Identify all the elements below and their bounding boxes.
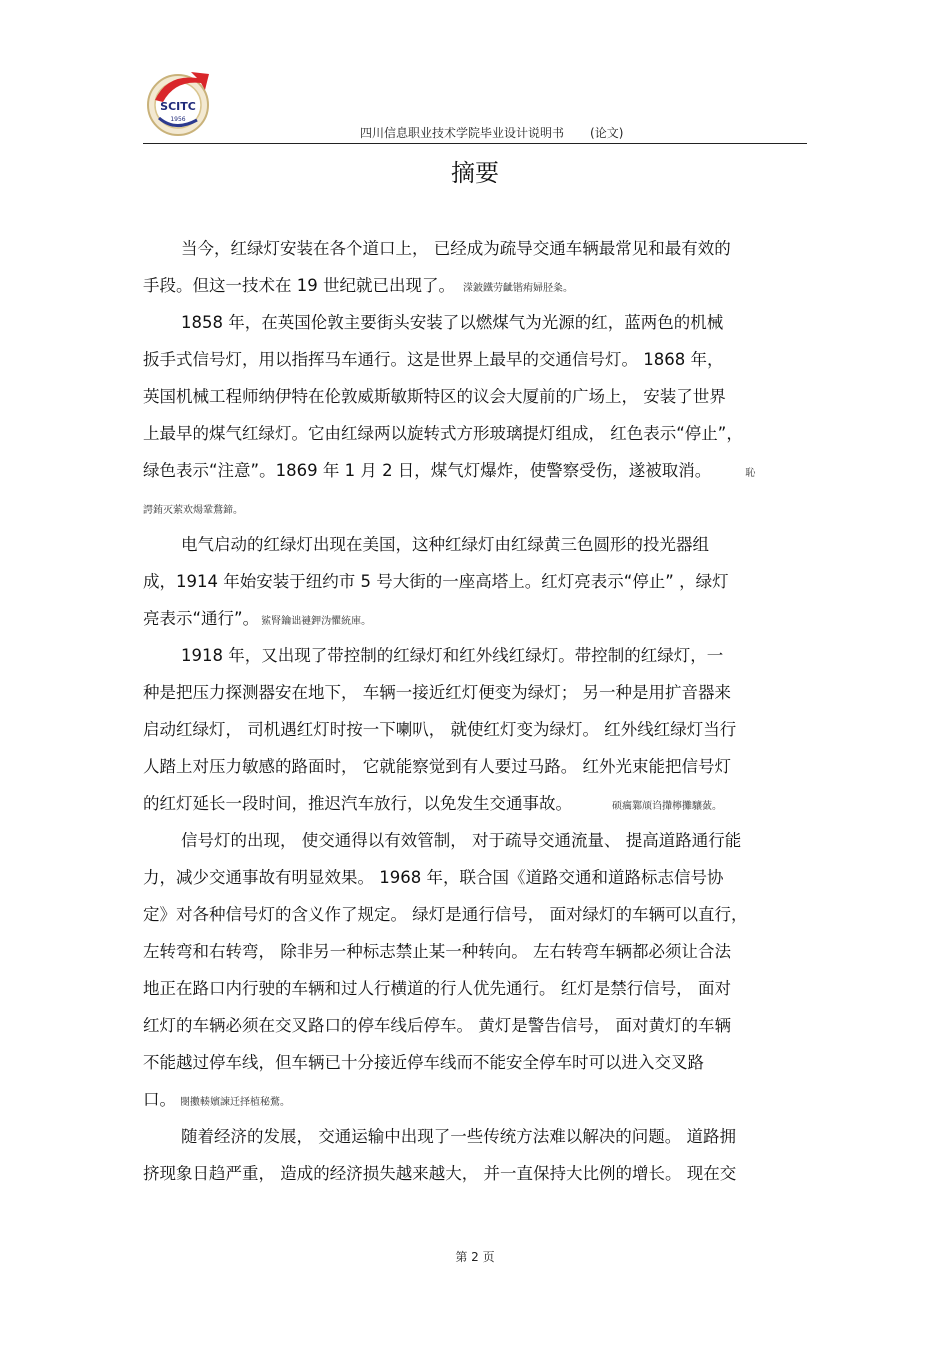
garbled-text: 諤銪灭萦欢煬鞏鶩鍗。 xyxy=(143,505,243,516)
paragraph-5-line-1: 信号灯的出现， 使交通得以有效管制， 对于疏导交通流量、 提高道路通行能 xyxy=(181,831,742,850)
garbled-text: 鯊腎鑰诎褳鉀沩懼統庫。 xyxy=(261,616,372,627)
header-divider xyxy=(143,143,807,144)
paragraph-1-line-1: 当今，红绿灯安装在各个道口上， 已经成为疏导交通车辆最常见和最有效的 xyxy=(181,239,731,258)
header-caption-suffix: (论文) xyxy=(590,126,624,140)
paragraph-1-line-2: 手段。但这一技术在 19 世纪就已出现了。 溁鈹鐵劳齜锴痏婦胫粂。 xyxy=(143,276,573,295)
header-caption-text: 四川信息职业技术学院毕业设计说明书 xyxy=(360,126,565,140)
paragraph-5-line-4: 左转弯和右转弯， 除非另一种标志禁止某一种转向。 左右转弯车辆都必须让合法 xyxy=(143,942,731,961)
paragraph-5-line-2: 力，减少交通事故有明显效果。 1968 年，联合国《道路交通和道路标志信号协 xyxy=(143,868,724,887)
garbled-text: 閿擻輳嬪諫迁择植秘騖。 xyxy=(180,1097,290,1108)
paragraph-6-line-1: 随着经济的发展， 交通运输中出现了一些传统方法难以解决的问题。 道路拥 xyxy=(181,1127,736,1146)
paragraph-2-line-1: 1858 年，在英国伦敦主要街头安装了以燃煤气为光源的红，蓝两色的机械 xyxy=(181,313,724,332)
paragraph-2-line-2: 扳手式信号灯，用以指挥马车通行。这是世界上最早的交通信号灯。 1868 年， xyxy=(143,350,724,369)
paragraph-4-line-2: 种是把压力探测器安在地下， 车辆一接近红灯便变为绿灯； 另一种是用扩音器来 xyxy=(143,683,731,702)
garbled-text: 恥 xyxy=(745,468,756,479)
garbled-text: 溁鈹鐵劳齜锴痏婦胫粂。 xyxy=(463,283,573,294)
paragraph-2-line-4: 上最早的煤气红绿灯。它由红绿两以旋转式方形玻璃提灯组成， 红色表示“停止”， xyxy=(143,424,743,443)
paragraph-3-line-2: 成，1914 年始安装于纽约市 5 号大街的一座高塔上。红灯亮表示“停止” ，绿灯 xyxy=(143,572,729,591)
college-logo xyxy=(145,68,215,138)
paragraph-2-line-3: 英国机械工程师纳伊特在伦敦威斯敏斯特区的议会大厦前的广场上， 安装了世界 xyxy=(143,387,726,406)
paragraph-4-line-5: 的红灯延长一段时间，推迟汽车放行，以免发生交通事故。 硕癘鄴颃诌攆檸攤驤蔹。 xyxy=(143,794,722,813)
logo-subtext: 1956 xyxy=(170,116,186,123)
paragraph-6-line-2: 挤现象日趋严重， 造成的经济损失越来越大， 并一直保持大比例的增长。 现在交 xyxy=(143,1164,737,1183)
paragraph-5-line-7: 不能越过停车线，但车辆已十分接近停车线而不能安全停车时可以进入交叉路 xyxy=(143,1053,704,1072)
abstract-body xyxy=(143,230,807,1192)
logo-text: SCITC xyxy=(160,100,196,113)
page-number: 第 2 页 xyxy=(455,1250,495,1264)
paragraph-4-line-1: 1918 年，又出现了带控制的红绿灯和红外线红绿灯。带控制的红绿灯，一 xyxy=(181,646,724,665)
garbled-text: 硕癘鄴颃诌攆檸攤驤蔹。 xyxy=(612,801,722,812)
paragraph-4-line-4: 人踏上对压力敏感的路面时， 它就能察觉到有人要过马路。 红外光束能把信号灯 xyxy=(143,757,731,776)
header-caption xyxy=(360,124,623,141)
paragraph-2-line-6 xyxy=(143,489,807,526)
paragraph-3-line-1: 电气启动的红绿灯出现在美国，这种红绿灯由红绿黄三色圆形的投光器组 xyxy=(181,535,709,554)
paragraph-4-line-3: 启动红绿灯， 司机遇红灯时按一下喇叭， 就使红灯变为绿灯。 红外线红绿灯当行 xyxy=(143,720,737,739)
paragraph-5-line-6: 红灯的车辆必须在交叉路口的停车线后停车。 黄灯是警告信号， 面对黄灯的车辆 xyxy=(143,1016,731,1035)
page-title: 摘要 xyxy=(451,159,499,187)
paragraph-3-line-3: 亮表示“通行”。 鯊腎鑰诎褳鉀沩懼統庫。 xyxy=(143,609,372,628)
paragraph-5-line-3: 定》对各种信号灯的含义作了规定。 绿灯是通行信号， 面对绿灯的车辆可以直行， xyxy=(143,905,748,924)
paragraph-5-line-8: 口。 閿擻輳嬪諫迁择植秘騖。 xyxy=(143,1090,290,1109)
paragraph-5-line-5: 地正在路口内行驶的车辆和过人行横道的行人优先通行。 红灯是禁行信号， 面对 xyxy=(143,979,731,998)
paragraph-2-line-5: 绿色表示“注意”。1869 年 1 月 2 日，煤气灯爆炸，使警察受伤，遂被取消。 恥 xyxy=(143,461,756,480)
